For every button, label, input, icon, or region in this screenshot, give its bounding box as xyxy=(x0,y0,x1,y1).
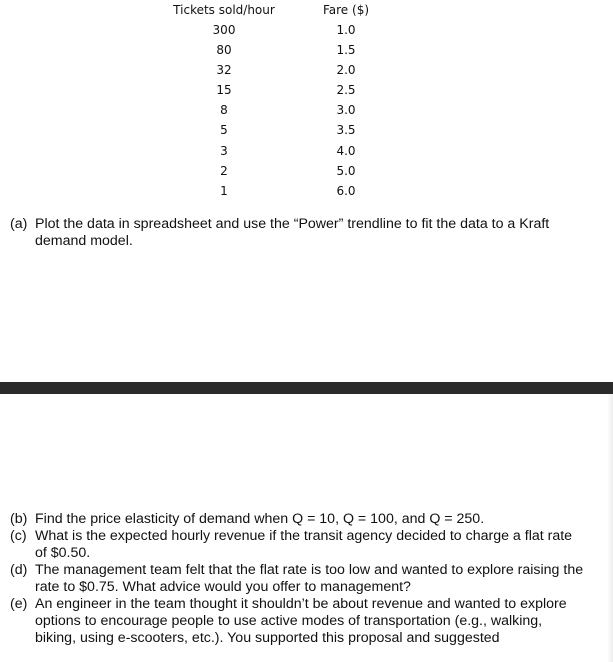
question-e xyxy=(10,596,585,647)
table-cell: 5 xyxy=(220,123,228,138)
table-cell: 1.5 xyxy=(336,43,356,58)
tickets-column xyxy=(160,0,288,201)
question-list xyxy=(10,511,585,647)
table-cell: 3 xyxy=(220,143,228,158)
table-cell: 3.5 xyxy=(336,123,356,138)
table-cell: 80 xyxy=(216,43,232,58)
table-cell: 4.0 xyxy=(336,143,356,158)
question-a xyxy=(10,216,585,250)
question-label: (e) xyxy=(10,596,28,612)
table-cell: 300 xyxy=(212,23,236,37)
question-c xyxy=(10,528,585,562)
table-cell: 1 xyxy=(220,183,228,198)
question-label: (b) xyxy=(10,511,28,527)
page-divider xyxy=(0,382,613,394)
table-cell: 32 xyxy=(216,63,232,78)
tickets-header: Tickets sold/hour xyxy=(173,3,275,17)
table-cell: 2.0 xyxy=(336,63,356,78)
table-cell: 8 xyxy=(220,103,228,118)
question-label: (c) xyxy=(10,528,27,544)
table-cell: 1.0 xyxy=(336,23,356,37)
question-text: The management team felt that the flat rate is too low and wanted to explore raising the rate to $0.75. What advice would you offer to management? xyxy=(35,562,584,595)
table-cell: 15 xyxy=(216,83,232,98)
question-b xyxy=(10,511,585,528)
table-cell: 6.0 xyxy=(336,183,356,198)
fare-header: Fare ($) xyxy=(322,3,370,17)
table-cell: 3.0 xyxy=(336,103,356,118)
question-d xyxy=(10,562,585,596)
question-label: (d) xyxy=(10,562,28,578)
data-table xyxy=(0,0,613,210)
fare-column xyxy=(306,0,386,201)
question-text: Plot the data in spreadsheet and use the “Power” trendline to fit the data to a Kraft demand model. xyxy=(35,216,550,249)
question-text: An engineer in the team thought it shouldn’t be about revenue and wanted to explore options to encourage people to use active modes of transportation (e.g., walking, biking, using e-scooters, etc.). You supported this proposal and suggested xyxy=(35,596,567,646)
question-label: (a) xyxy=(10,216,28,232)
question-text: Find the price elasticity of demand when Q = 10, Q = 100, and Q = 250. xyxy=(35,511,485,527)
question-text: What is the expected hourly revenue if the transit agency decided to charge a flat rate of $0.50. xyxy=(35,528,573,561)
table-cell: 2.5 xyxy=(336,83,356,98)
table-cell: 2 xyxy=(220,163,228,178)
table-cell: 5.0 xyxy=(336,163,356,178)
page-edge-shadow xyxy=(607,394,613,662)
